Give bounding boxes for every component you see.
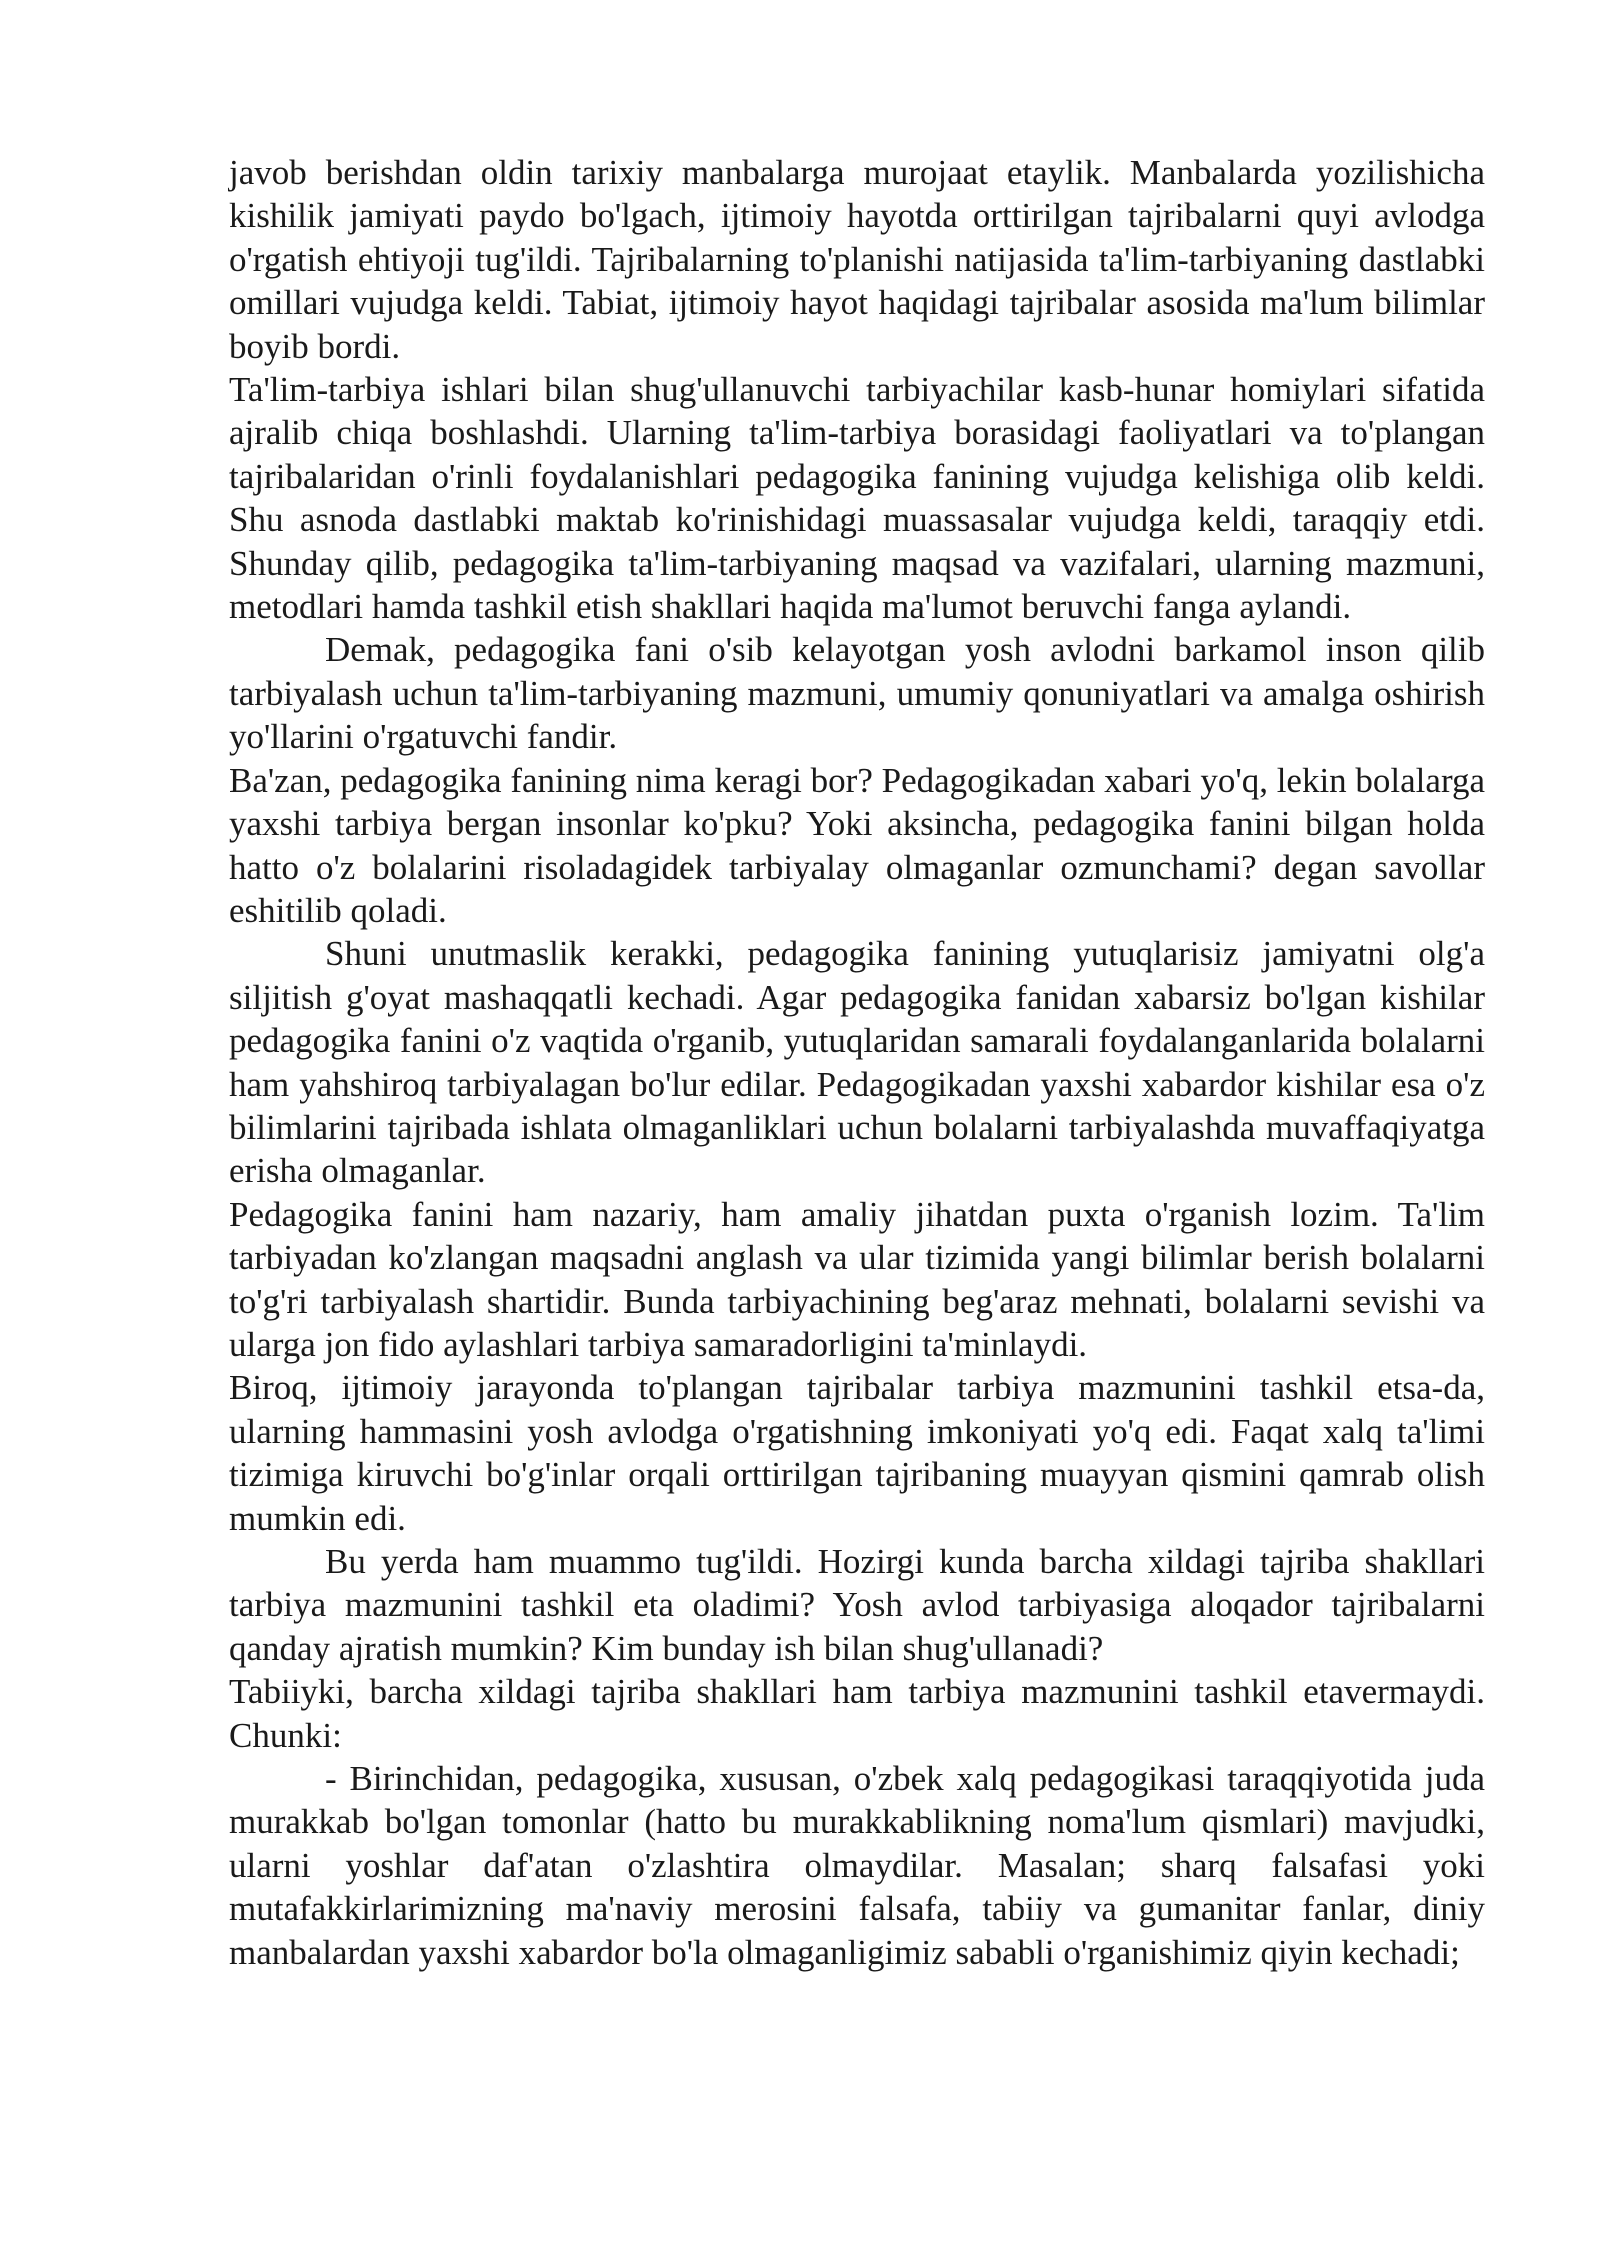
paragraph-10: - Birinchidan, pedagogika, xususan, o'zbek xalq pedagogikasi taraqqiyotida juda murakkab bo'lgan tomonlar (hatto bu murakkablikning noma'lum qismlari) mavjudki, ularni yoshlar daf'atan o'zlashtira olmaydilar. Masalan; sharq falsafasi yoki mutafakkirlarimizning ma'naviy merosini falsafa, tabiiy va gumanitar fanlar, diniy manbalardan yaxshi xabardor bo'la olmaganligimiz sababli o'rganishimiz qiyin kechadi; [229,1759,1485,1972]
paragraph-8: Bu yerda ham muammo tug'ildi. Hozirgi kunda barcha xildagi tajriba shakllari tarbiya mazmunini tashkil eta oladimi? Yosh avlod tarbiyasiga aloqador tajribalarni qanday ajratish mumkin? Kim bunday ish bilan shug'ullanadi? [229,1542,1485,1668]
paragraph-9: Tabiiyki, barcha xildagi tajriba shakllari ham tarbiya mazmunini tashkil etavermaydi. Chunki: [229,1672,1485,1755]
paragraph-1: javob berishdan oldin tarixiy manbalarga murojaat etaylik. Manbalarda yozilishicha kishilik jamiyati paydo bo'lgach, ijtimoiy hayotda orttirilgan tajribalarni quyi avlodga o'rgatish ehtiyoji tug'ildi. Tajribalarning to'planishi natijasida ta'lim-tarbiyaning dastlabki omillari vujudga keldi. Tabiat, ijtimoiy hayot haqidagi tajribalar asosida ma'lum bilimlar boyib bordi. [229,153,1485,366]
paragraph-5: Shuni unutmaslik kerakki, pedagogika fanining yutuqlarisiz jamiyatni olg'a siljitish g'oyat mashaqqatli kechadi. Agar pedagogika fanidan xabarsiz bo'lgan kishilar pedagogika fanini o'z vaqtida o'rganib, yutuqlaridan samarali foydalanganlarida bolalarni ham yahshiroq tarbiyalagan bo'lur edilar. Pedagogikadan yaxshi xabardor kishilar esa o'z bilimlarini tajribada ishlata olmaganliklari uchun bolalarni tarbiyalashda muvaffaqiyatga erisha olmaganlar. [229,934,1485,1191]
paragraph-7: Biroq, ijtimoiy jarayonda to'plangan tajribalar tarbiya mazmunini tashkil etsa-da, ularning hammasini yosh avlodga o'rgatishning imkoniyati yo'q edi. Faqat xalq ta'limi tizimiga kiruvchi bo'g'inlar orqali orttirilgan tajribaning muayyan qismini qamrab olish mumkin edi. [229,1368,1485,1538]
paragraph-4: Ba'zan, pedagogika fanining nima keragi bor? Pedagogikadan xabari yo'q, lekin bolalarga yaxshi tarbiya bergan insonlar ko'pku? Yoki aksincha, pedagogika fanini bilgan holda hatto o'z bolalarini risoladagidek tarbiyalay olmaganlar ozmunchami? degan savollar eshitilib qoladi. [229,760,1485,930]
paragraph-2: Ta'lim-tarbiya ishlari bilan shug'ullanuvchi tarbiyachilar kasb-hunar homiylari sifatida ajralib chiqa boshlashdi. Ularning ta'lim-tarbiya borasidagi faoliyatlari va to'plangan tajribalaridan o'rinli foydalanishlari pedagogika fanining vujudga kelishiga olib keldi. Shu asnoda dastlabki maktab ko'rinishidagi muassasalar vujudga keldi, taraqqiy etdi. Shunday qilib, pedagogika ta'lim-tarbiyaning maqsad va vazifalari, ularning mazmuni, metodlari hamda tashkil etish shakllari haqida ma'lumot beruvchi fanga aylandi. [229,370,1485,627]
document-body [229,151,1485,1974]
paragraph-3: Demak, pedagogika fani o'sib kelayotgan yosh avlodni barkamol inson qilib tarbiyalash uchun ta'lim-tarbiyaning mazmuni, umumiy qonuniyatlari va amalga oshirish yo'llarini o'rgatuvchi fandir. [229,630,1485,757]
paragraph-6: Pedagogika fanini ham nazariy, ham amaliy jihatdan puxta o'rganish lozim. Ta'lim tarbiyadan ko'zlangan maqsadni anglash va ular tizimida yangi bilimlar berish bolalarni to'g'ri tarbiyalash shartidir. Bunda tarbiyachining beg'araz mehnati, bolalarni sevishi va ularga jon fido aylashlari tarbiya samaradorligini ta'minlaydi. [229,1194,1485,1364]
